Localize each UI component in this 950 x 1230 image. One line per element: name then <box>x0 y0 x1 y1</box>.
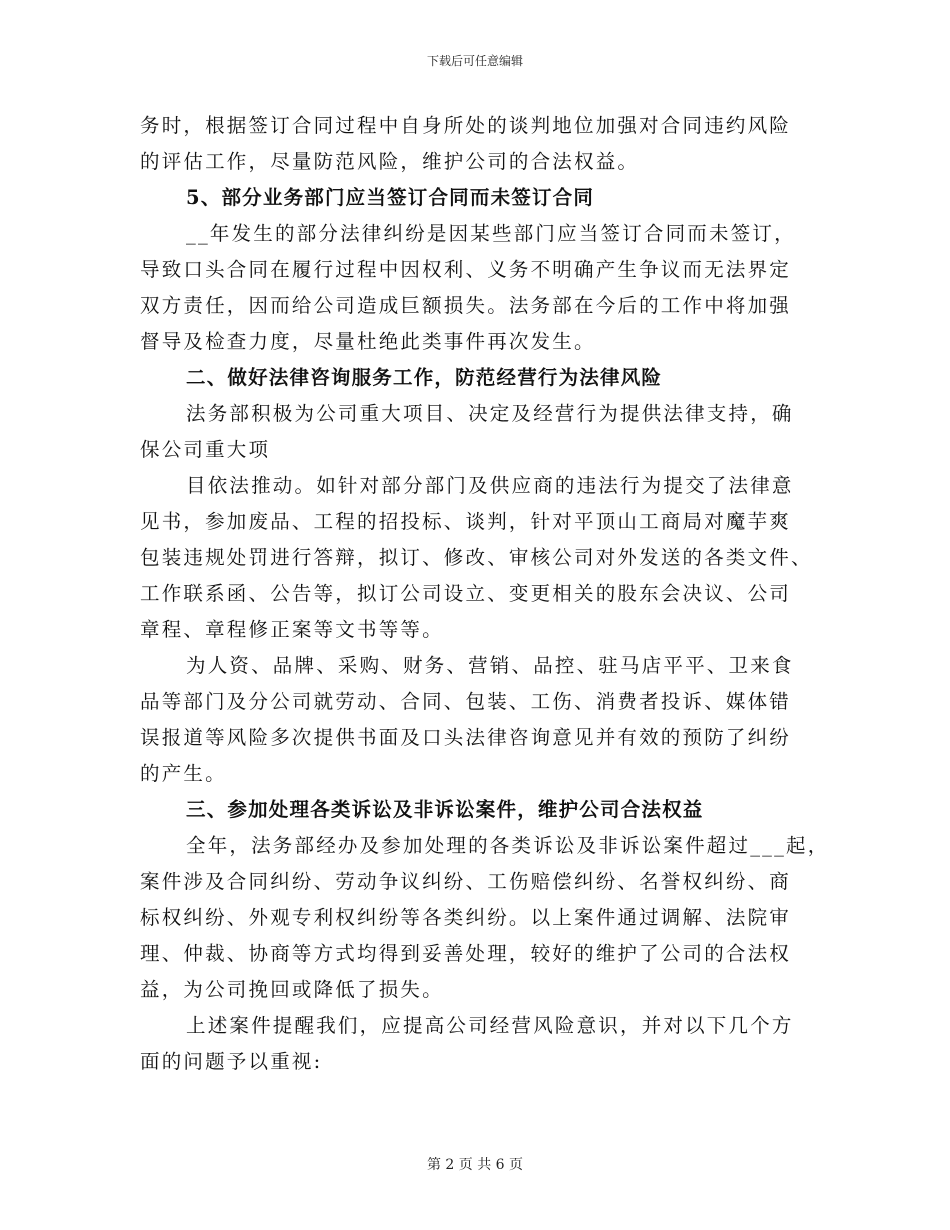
body-line: 包装违规处罚进行答辩，拟订、修改、审核公司对外发送的各类文件、 <box>140 546 813 569</box>
page-header: 下载后可任意编辑 <box>426 54 523 68</box>
body-line: __年发生的部分法律纠纷是因某些部门应当签订合同而未签订， <box>186 222 796 245</box>
body-line: 务时，根据签订合同过程中自身所处的谈判地位加强对合同违约风险 <box>140 114 792 137</box>
body-line: 工作联系函、公告等，拟订公司设立、变更相关的股东会决议、公司 <box>140 582 792 605</box>
body-line: 目依法推动。如针对部分部门及供应商的违法行为提交了法律意 <box>186 474 794 497</box>
body-line: 督导及检查力度，尽量杜绝此类事件再次发生。 <box>140 330 596 353</box>
body-line: 见书，参加废品、工程的招投标、谈判，针对平顶山工商局对魔芋爽 <box>140 510 792 533</box>
body-line: 的产生。 <box>140 762 227 785</box>
body-line: 品等部门及分公司就劳动、合同、包装、工伤、消费者投诉、媒体错 <box>140 690 792 713</box>
section-heading: 二、做好法律咨询服务工作，防范经营行为法律风险 <box>186 366 663 389</box>
body-line: 保公司重大项 <box>140 438 271 461</box>
document-body <box>140 108 830 1080</box>
section-heading: 5、部分业务部门应当签订合同而未签订合同 <box>186 186 595 209</box>
body-line: 全年，法务部经办及参加处理的各类诉讼及非诉讼案件超过___起， <box>186 834 830 857</box>
body-line: 为人资、品牌、采购、财务、营销、品控、驻马店平平、卫来食 <box>186 654 794 677</box>
section-heading: 三、参加处理各类诉讼及非诉讼案件，维护公司合法权益 <box>186 798 704 821</box>
page-footer: 第 2 页 共 6 页 <box>426 1157 524 1173</box>
body-line: 导致口头合同在履行过程中因权利、义务不明确产生争议而无法界定 <box>140 258 792 281</box>
body-line: 双方责任，因而给公司造成巨额损失。法务部在今后的工作中将加强 <box>140 294 792 317</box>
body-line: 的评估工作，尽量防范风险，维护公司的合法权益。 <box>140 150 640 173</box>
body-line: 法务部积极为公司重大项目、决定及经营行为提供法律支持，确 <box>186 402 794 425</box>
body-line: 益，为公司挽回或降低了损失。 <box>140 978 444 1001</box>
body-line: 标权纠纷、外观专利权纠纷等各类纠纷。以上案件通过调解、法院审 <box>140 906 792 929</box>
body-line: 章程、章程修正案等文书等等。 <box>140 618 444 641</box>
body-line: 理、仲裁、协商等方式均得到妥善处理，较好的维护了公司的合法权 <box>140 942 792 965</box>
body-line: 案件涉及合同纠纷、劳动争议纠纷、工伤赔偿纠纷、名誉权纠纷、商 <box>140 870 792 893</box>
body-line: 面的问题予以重视: <box>140 1050 323 1073</box>
body-line: 上述案件提醒我们，应提高公司经营风险意识，并对以下几个方 <box>186 1014 794 1037</box>
body-line: 误报道等风险多次提供书面及口头法律咨询意见并有效的预防了纠纷 <box>140 726 792 749</box>
